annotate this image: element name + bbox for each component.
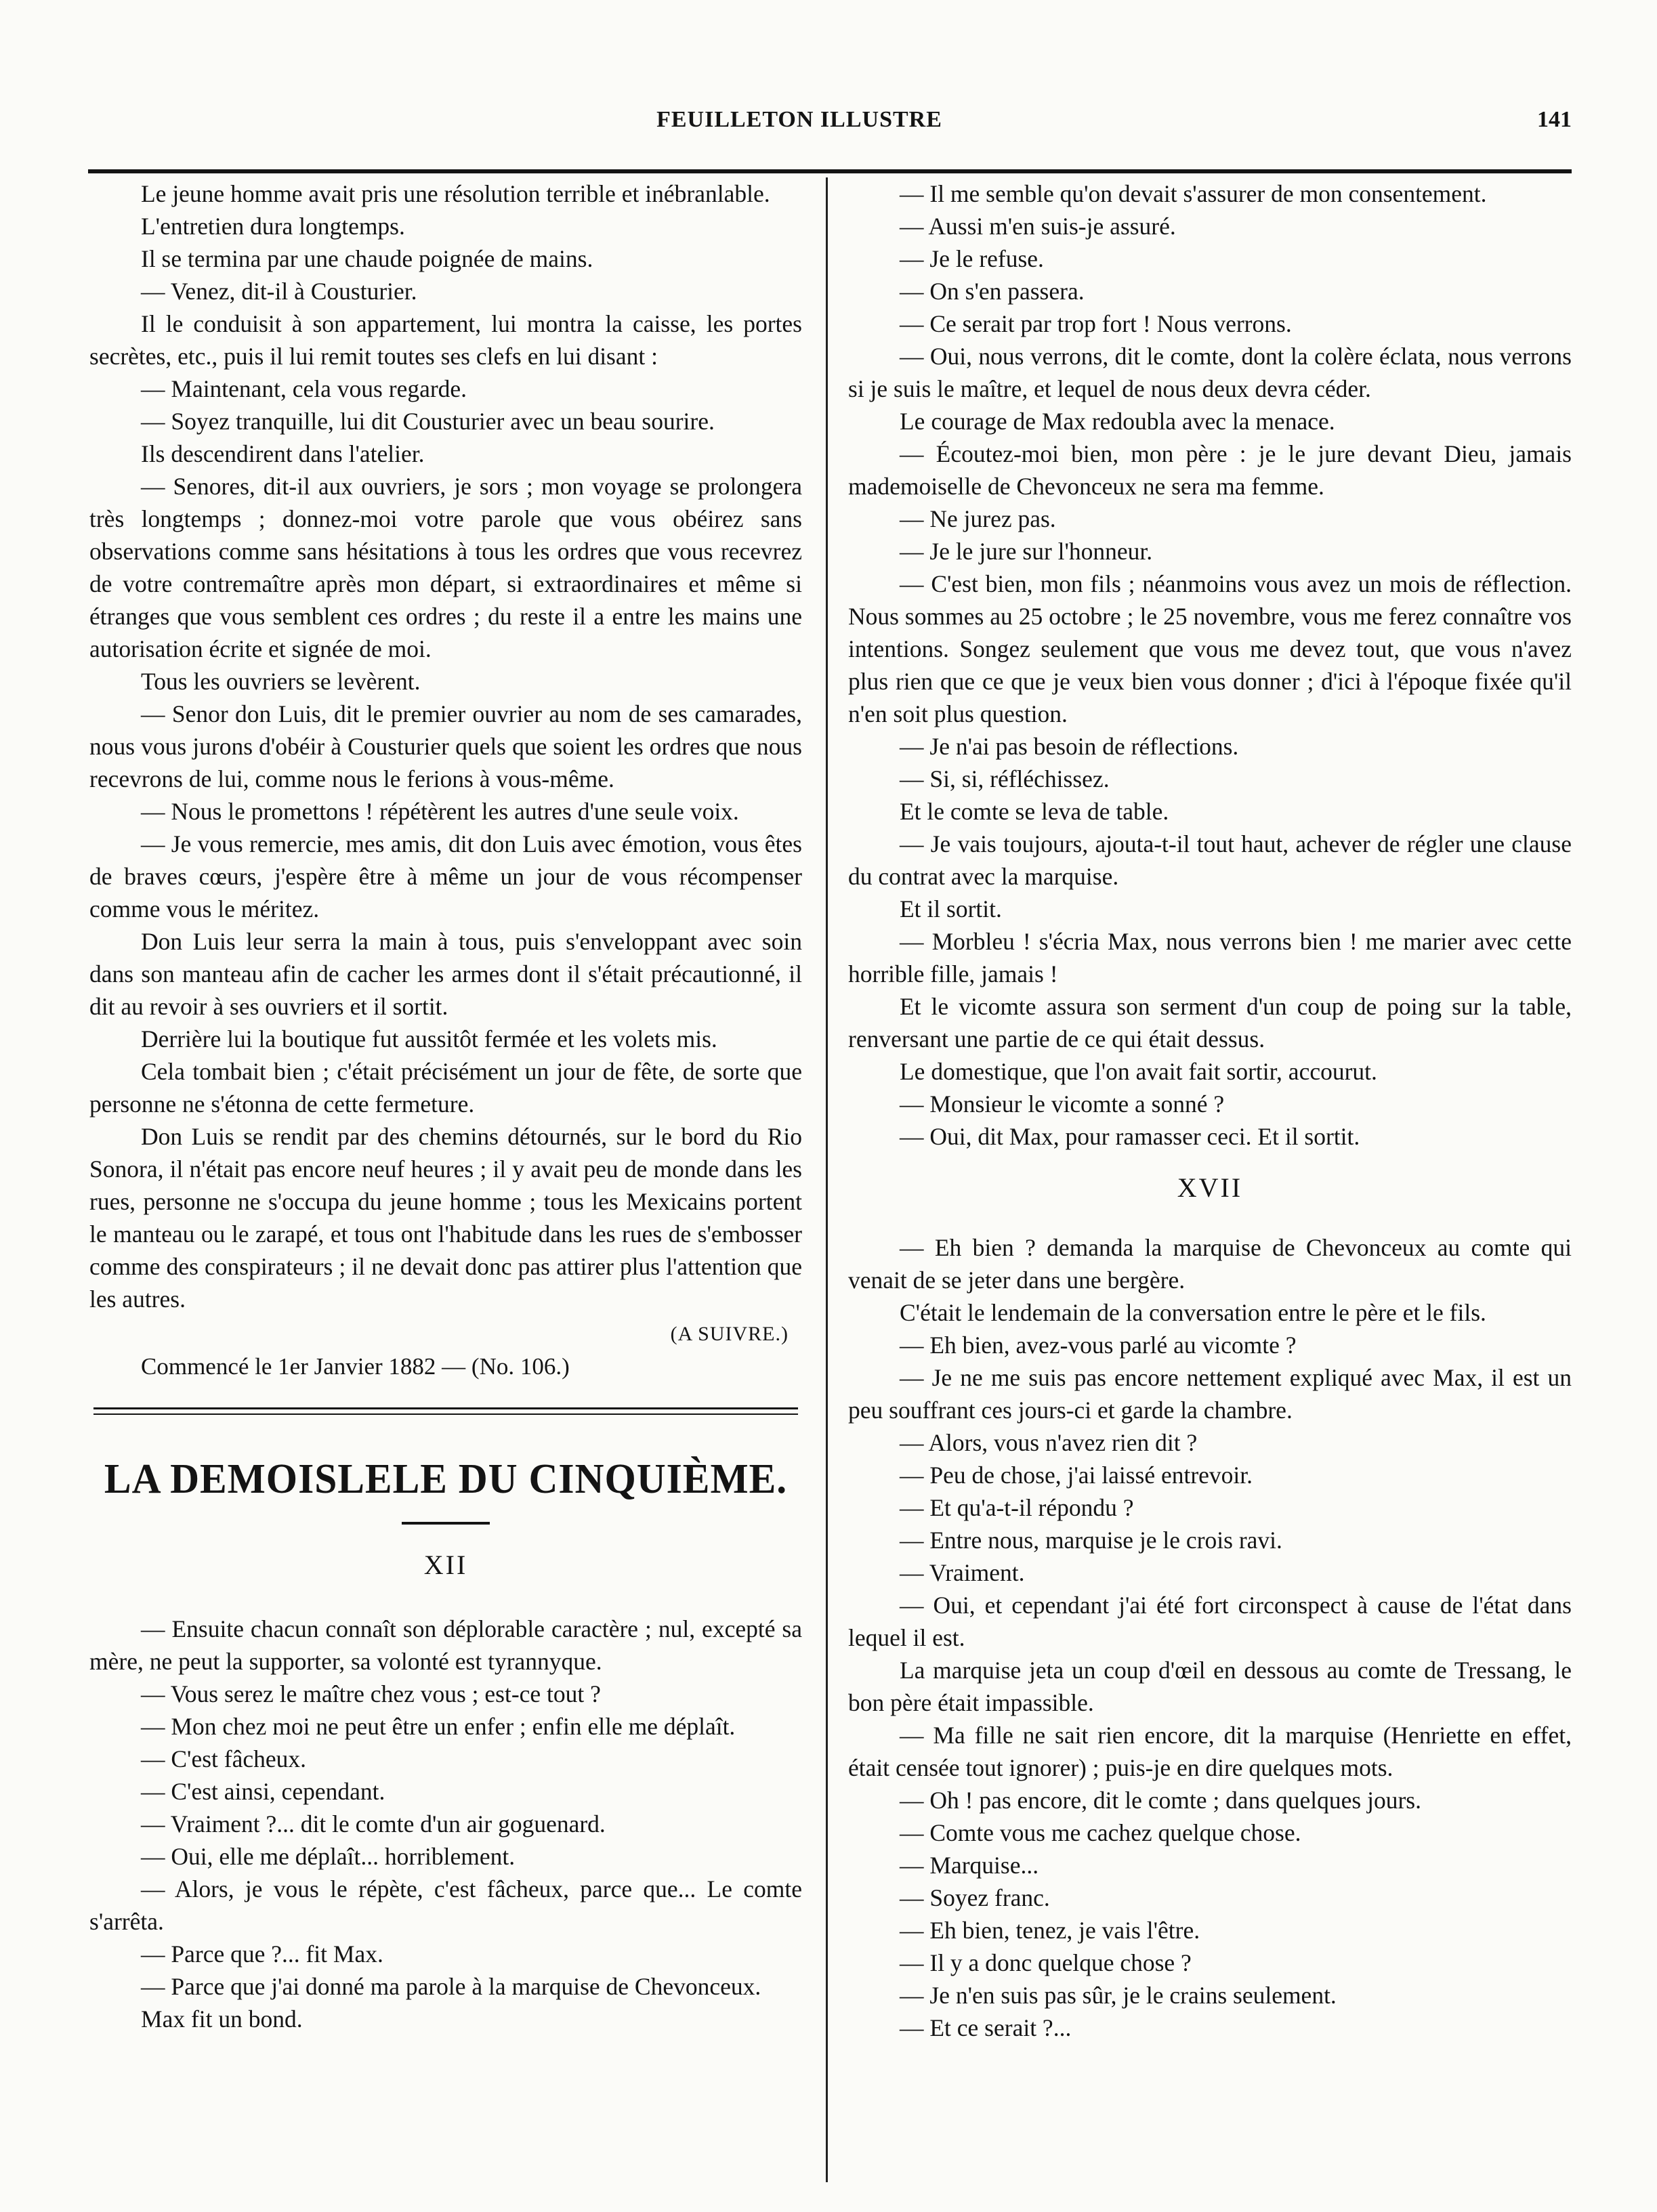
- paragraph: C'était le lendemain de la conversation entre le père et le fils.: [900, 1299, 1486, 1326]
- paragraph: — Et ce serait ?...: [900, 2014, 1072, 2041]
- paragraph: Max fit un bond.: [141, 2005, 303, 2033]
- story-title: LA DEMOISLELE DU CINQUIÈME.: [104, 1456, 788, 1502]
- paragraph: — Eh bien, tenez, je vais l'être.: [900, 1917, 1200, 1944]
- paragraph: — Je ne me suis pas encore nettement expliqué avec Max, il est un peu souffrant ces jours-ci et garde la chambre.: [848, 1364, 1572, 1424]
- chapter-heading: XVII: [1177, 1172, 1243, 1203]
- left-column: [89, 177, 802, 2035]
- paragraph: — Je le jure sur l'honneur.: [900, 538, 1153, 565]
- right-bottom-paragraphs: [848, 1231, 1572, 2044]
- paragraph: — Je vais toujours, ajouta-t-il tout haut, achever de régler une clause du contrat avec la marquise.: [848, 830, 1572, 890]
- paragraph: — Vraiment ?... dit le comte d'un air goguenard.: [141, 1810, 606, 1837]
- running-header-title: FEUILLETON ILLUSTRE: [656, 107, 942, 132]
- paragraph: — Vous serez le maître chez vous ; est-ce tout ?: [141, 1680, 601, 1707]
- right-top-paragraphs: [848, 177, 1572, 1153]
- paragraph: — On s'en passera.: [900, 278, 1085, 305]
- paragraph: — Vraiment.: [900, 1559, 1025, 1586]
- paragraph: — Monsieur le vicomte a sonné ?: [900, 1090, 1225, 1118]
- paragraph: Et le vicomte assura son serment d'un coup de poing sur la table, renversant une partie de ce qui était dessus.: [848, 993, 1572, 1052]
- paragraph: — Il y a donc quelque chose ?: [900, 1949, 1192, 1976]
- paragraph: — Oui, et cependant j'ai été fort circonspect à cause de l'état dans lequel il est.: [848, 1592, 1572, 1651]
- header-rule: [88, 169, 1572, 173]
- paragraph: Le domestique, que l'on avait fait sortir, accourut.: [900, 1058, 1377, 1085]
- paragraph: — Ne jurez pas.: [900, 505, 1056, 532]
- paragraph: — Morbleu ! s'écria Max, nous verrons bien ! me marier avec cette horrible fille, jamais !: [848, 928, 1572, 987]
- paragraph: — Senores, dit-il aux ouvriers, je sors ; mon voyage se prolongera très longtemps ; donnez-moi votre parole que vous obéirez sans observations comme sans hésitations à tous les ordres que vous recevrez de votre contremaître après mon départ, si extraordinaires et même si étranges que vous semblent ces ordres ; du reste il a entre les mains une autorisation écrite et signée de moi.: [89, 473, 802, 662]
- paragraph: — C'est bien, mon fils ; néanmoins vous avez un mois de réflection. Nous sommes au 25 octobre ; le 25 novembre, vous me ferez connaître vos intentions. Songez seulement que vous me devez tout, que vous n'avez plus rien que ce que je veux bien vous donner ; d'ici à l'époque fixée qu'il n'en soit plus question.: [848, 570, 1572, 727]
- paragraph: Le jeune homme avait pris une résolution terrible et inébranlable.: [141, 180, 770, 207]
- paragraph: — C'est ainsi, cependant.: [141, 1778, 385, 1805]
- column-divider: [826, 177, 828, 2182]
- paragraph: — Je le refuse.: [900, 245, 1044, 272]
- paragraph: — Entre nous, marquise je le crois ravi.: [900, 1527, 1282, 1554]
- left-top-paragraphs: [89, 177, 802, 1315]
- paragraph: — Nous le promettons ! répétèrent les autres d'une seule voix.: [141, 798, 739, 825]
- paragraph: — Je n'en suis pas sûr, je le crains seulement.: [900, 1982, 1337, 2009]
- page-number: 141: [1537, 107, 1572, 132]
- section-rule: [93, 1407, 798, 1415]
- paragraph: — Oui, elle me déplaît... horriblement.: [141, 1843, 516, 1870]
- paragraph: Et il sortit.: [900, 895, 1002, 922]
- paragraph: — Oh ! pas encore, dit le comte ; dans quelques jours.: [900, 1787, 1421, 1814]
- paragraph: — Maintenant, cela vous regarde.: [141, 375, 467, 402]
- left-bottom-paragraphs: [89, 1613, 802, 2035]
- paragraph: Tous les ouvriers se levèrent.: [141, 668, 421, 695]
- paragraph: — Eh bien, avez-vous parlé au vicomte ?: [900, 1332, 1297, 1359]
- paragraph: Il le conduisit à son appartement, lui montra la caisse, les portes secrètes, etc., puis il lui remit toutes ses clefs en lui disant :: [89, 310, 802, 370]
- paragraph: — Si, si, réfléchissez.: [900, 765, 1110, 792]
- paragraph: — C'est fâcheux.: [141, 1745, 306, 1772]
- paragraph: — Comte vous me cachez quelque chose.: [900, 1819, 1301, 1846]
- paragraph: — Alors, vous n'avez rien dit ?: [900, 1429, 1198, 1456]
- paragraph: — Eh bien ? demanda la marquise de Chevonceux au comte qui venait de se jeter dans une bergère.: [848, 1234, 1572, 1294]
- paragraph: Le courage de Max redoubla avec la menace.: [900, 408, 1335, 435]
- a-suivre-note: (A SUIVRE.): [670, 1323, 789, 1345]
- started-note: Commencé le 1er Janvier 1882 — (No. 106.): [141, 1353, 570, 1380]
- paragraph: — Venez, dit-il à Cousturier.: [141, 278, 417, 305]
- paragraph: L'entretien dura longtemps.: [141, 213, 405, 240]
- paragraph: — Alors, je vous le répète, c'est fâcheux, parce que... Le comte s'arrêta.: [89, 1875, 802, 1935]
- paragraph: — Parce que j'ai donné ma parole à la marquise de Chevonceux.: [141, 1973, 761, 2000]
- paragraph: — Aussi m'en suis-je assuré.: [900, 213, 1176, 240]
- paragraph: — Ensuite chacun connaît son déplorable caractère ; nul, excepté sa mère, ne peut la supporter, sa volonté est tyrannyque.: [89, 1615, 802, 1675]
- paragraph: — Il me semble qu'on devait s'assurer de mon consentement.: [900, 180, 1487, 207]
- paragraph: — Senor don Luis, dit le premier ouvrier au nom de ses camarades, nous vous jurons d'obéir à Cousturier quels que soient les ordres que nous recevrons de lui, comme nous le ferions à vous-même.: [89, 700, 802, 792]
- paragraph: — Je n'ai pas besoin de réflections.: [900, 733, 1239, 760]
- paragraph: — Ce serait par trop fort ! Nous verrons.: [900, 310, 1292, 337]
- paragraph: Don Luis leur serra la main à tous, puis s'enveloppant avec soin dans son manteau afin de cacher les armes dont il s'était précautionné, il dit au revoir à ses ouvriers et il sortit.: [89, 928, 802, 1020]
- paragraph: Derrière lui la boutique fut aussitôt fermée et les volets mis.: [141, 1025, 717, 1052]
- paragraph: — Oui, nous verrons, dit le comte, dont la colère éclata, nous verrons si je suis le maître, et lequel de nous deux devra céder.: [848, 343, 1572, 402]
- paragraph: — Marquise...: [900, 1852, 1039, 1879]
- paragraph: Et le comte se leva de table.: [900, 798, 1169, 825]
- paragraph: Il se termina par une chaude poignée de mains.: [141, 245, 593, 272]
- paragraph: — Je vous remercie, mes amis, dit don Luis avec émotion, vous êtes de braves cœurs, j'espère être à même un jour de vous récompenser comme vous le méritez.: [89, 830, 802, 922]
- right-column: [848, 177, 1572, 2044]
- paragraph: — Ma fille ne sait rien encore, dit la marquise (Henriette en effet, était censée tout ignorer) ; puis-je en dire quelques mots.: [848, 1722, 1572, 1781]
- chapter-heading: XII: [423, 1550, 468, 1580]
- paragraph: La marquise jeta un coup d'œil en dessous au comte de Tressang, le bon père était impassible.: [848, 1657, 1572, 1716]
- paragraph: — Parce que ?... fit Max.: [141, 1940, 383, 1968]
- paragraph: — Oui, dit Max, pour ramasser ceci. Et il sortit.: [900, 1123, 1360, 1150]
- paragraph: Don Luis se rendit par des chemins détournés, sur le bord du Rio Sonora, il n'était pas encore neuf heures ; il y avait peu de monde dans les rues, personne ne s'occupa du jeune homme ; tous les Mexicains portent le manteau ou le zarapé, et tous ont l'habitude dans les rues de s'embosser comme des conspirateurs ; il ne devait donc pas attirer plus l'attention que les autres.: [89, 1123, 802, 1313]
- paragraph: Cela tombait bien ; c'était précisément un jour de fête, de sorte que personne ne s'étonna de cette fermeture.: [89, 1058, 802, 1118]
- paragraph: — Soyez tranquille, lui dit Cousturier avec un beau sourire.: [141, 408, 715, 435]
- paragraph: — Soyez franc.: [900, 1884, 1050, 1911]
- title-rule: [402, 1522, 490, 1525]
- paragraph: — Mon chez moi ne peut être un enfer ; enfin elle me déplaît.: [141, 1713, 736, 1740]
- paragraph: — Et qu'a-t-il répondu ?: [900, 1494, 1134, 1521]
- paragraph: — Peu de chose, j'ai laissé entrevoir.: [900, 1462, 1253, 1489]
- paragraph: — Écoutez-moi bien, mon père : je le jure devant Dieu, jamais mademoiselle de Chevonceux ne sera ma femme.: [848, 440, 1572, 500]
- paragraph: Ils descendirent dans l'atelier.: [141, 440, 425, 467]
